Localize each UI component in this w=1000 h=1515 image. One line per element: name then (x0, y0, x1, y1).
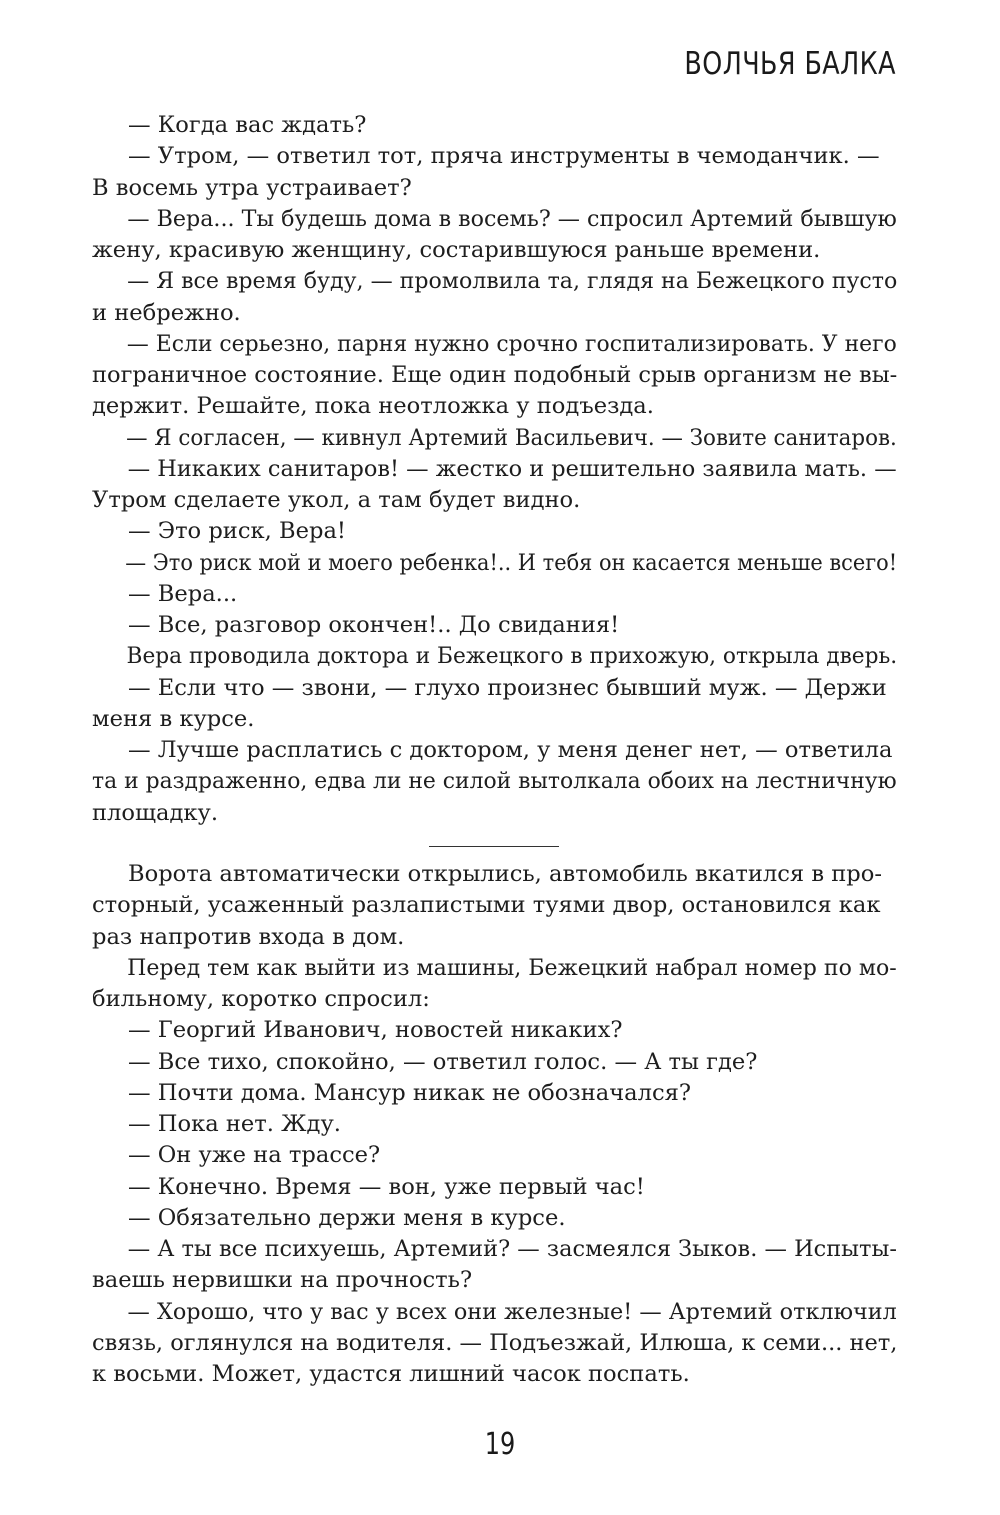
text-line: — Пока нет. Жду. (128, 1111, 341, 1137)
text-line: — Он уже на трассе? (128, 1142, 381, 1169)
text-line: — А ты все психуешь, Артемий? — засмеялся Зыков. — Испыты- (127, 1236, 897, 1262)
text-line: В восемь утра устраивает? (92, 174, 412, 201)
page-number: 19 (484, 1427, 516, 1462)
text-line: — Хорошо, что у вас у всех они железные! — Артемий отключил (127, 1298, 897, 1325)
text-line: — Я согласен, — кивнул Артемий Васильевич. — Зовите санитаров. (126, 424, 897, 451)
scene-break-divider (429, 846, 559, 847)
text-line: — Почти дома. Мансур никак не обозначался? (128, 1079, 692, 1106)
text-line: — Когда вас ждать? (128, 112, 367, 138)
text-line: — Если серьезно, парня нужно срочно госпитализировать. У него (126, 330, 897, 357)
text-line: — Все, разговор окончен!.. До свидания! (128, 612, 620, 638)
text-line: — Георгий Иванович, новостей никаких? (128, 1017, 623, 1044)
text-line: раз напротив входа в дом. (92, 923, 405, 950)
text-line: та и раздраженно, едва ли не силой вытолкала обоих на лестничную (92, 768, 897, 795)
text-line: — Вера... Ты будешь дома в восемь? — спросил Артемий бывшую (127, 205, 897, 232)
text-line: — Утром, — ответил тот, пряча инструменты в чемоданчик. — (128, 143, 880, 170)
text-line: ваешь нервишки на прочность? (92, 1267, 473, 1294)
text-line: — Никаких санитаров! — жестко и решительно заявила мать. — (127, 455, 897, 482)
text-line: к восьми. Может, удастся лишний часок поспать. (92, 1361, 690, 1387)
text-line: — Если что — звони, — глухо произнес бывший муж. — Держи (128, 674, 887, 701)
text-line: — Конечно. Время — вон, уже первый час! (128, 1173, 645, 1200)
text-line: держит. Решайте, пока неотложка у подъезда. (92, 393, 654, 420)
text-line: — Это риск мой и моего ребенка!.. И тебя он касается меньше всего! (125, 549, 898, 576)
text-line: Утром сделаете укол, а там будет видно. (92, 487, 581, 513)
text-line: и небрежно. (92, 299, 241, 326)
running-head: ВОЛЧЬЯ БАЛКА (684, 46, 896, 82)
text-line: меня в курсе. (92, 705, 255, 732)
text-line: — Обязательно держи меня в курсе. (128, 1204, 566, 1231)
text-section-1 (92, 110, 897, 829)
text-line: пограничное состояние. Еще один подобный срыв организм не вы- (92, 362, 898, 388)
text-line: — Вера... (128, 580, 238, 607)
text-line: сторный, усаженный разлапистыми туями двор, остановился как (92, 892, 881, 919)
text-line: Ворота автоматически открылись, автомобиль вкатился в про- (128, 861, 882, 887)
text-line: — Это риск, Вера! (128, 518, 346, 545)
text-section-2 (92, 859, 897, 1390)
text-line: связь, оглянулся на водителя. — Подъезжай, Илюша, к семи... нет, (92, 1329, 898, 1356)
text-line: Вера проводила доктора и Бежецкого в прихожую, открыла дверь. (126, 643, 898, 670)
text-line: — Я все время буду, — промолвила та, глядя на Бежецкого пусто (127, 268, 898, 295)
text-line: Перед тем как выйти из машины, Бежецкий набрал номер по мо- (127, 954, 897, 981)
text-line: площадку. (92, 799, 218, 826)
text-line: — Все тихо, спокойно, — ответил голос. — А ты где? (128, 1048, 758, 1075)
text-line: жену, красивую женщину, состарившуюся раньше времени. (92, 237, 821, 263)
text-line: бильному, коротко спросил: (92, 986, 430, 1012)
text-line: — Лучше расплатись с доктором, у меня денег нет, — ответила (128, 737, 893, 763)
